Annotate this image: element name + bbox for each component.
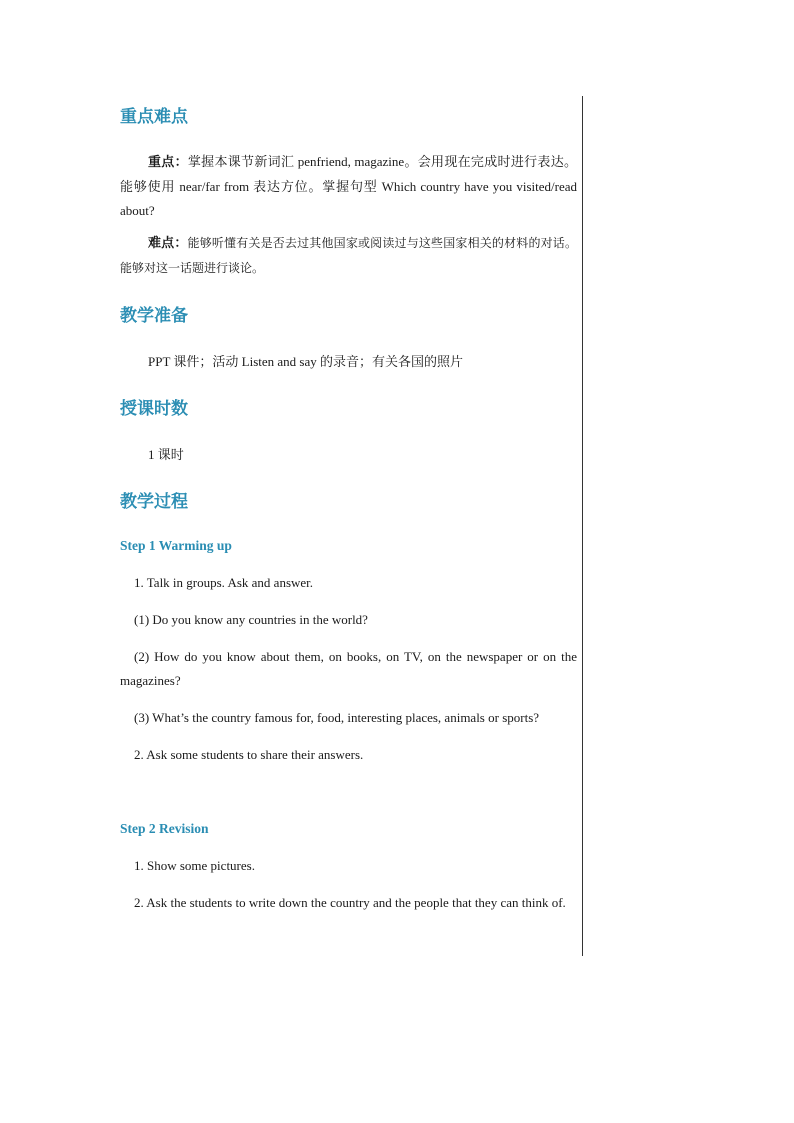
hours-text: 1 课时 — [148, 447, 184, 462]
step2-item-2: 2. Ask the students to write down the country and the people that they can think of. — [134, 895, 566, 910]
focus-paragraph — [120, 150, 577, 223]
key-points-heading: 重点难点 — [120, 107, 188, 127]
focus-text: 掌握本课节新词汇 penfriend, magazine。会用现在完成时进行表达。能够使用 near/far from 表达方位。掌握句型 Which country have you visited/read about? — [120, 154, 577, 218]
difficulty-paragraph — [120, 231, 577, 280]
step1-item-4: (3) What’s the country famous for, food, interesting places, animals or sports? — [134, 710, 540, 725]
step1-item-2: (1) Do you know any countries in the world? — [134, 612, 368, 627]
preparation-heading: 教学准备 — [120, 306, 188, 326]
step2-item-1: 1. Show some pictures. — [134, 858, 255, 873]
lesson-content — [120, 104, 577, 915]
difficulty-label: 难点： — [148, 236, 188, 251]
step1-item-5: 2. Ask some students to share their answers. — [134, 747, 364, 762]
hours-heading: 授课时数 — [120, 399, 188, 419]
preparation-text: PPT 课件；活动 Listen and say 的录音；有关各国的照片 — [148, 354, 464, 369]
vertical-rule — [582, 96, 583, 956]
process-heading: 教学过程 — [120, 492, 188, 512]
step1-item-1: 1. Talk in groups. Ask and answer. — [134, 575, 314, 590]
focus-label: 重点： — [148, 155, 188, 170]
step2-heading: Step 2 Revision — [120, 821, 209, 836]
difficulty-text: 能够听懂有关是否去过其他国家或阅读过与这些国家相关的材料的对话。能够对这一话题进行谈论。 — [120, 236, 577, 275]
step1-item-3: (2) How do you know about them, on books, on TV, on the newspaper or on the magazines? — [120, 649, 577, 688]
step1-heading: Step 1 Warming up — [120, 538, 232, 553]
